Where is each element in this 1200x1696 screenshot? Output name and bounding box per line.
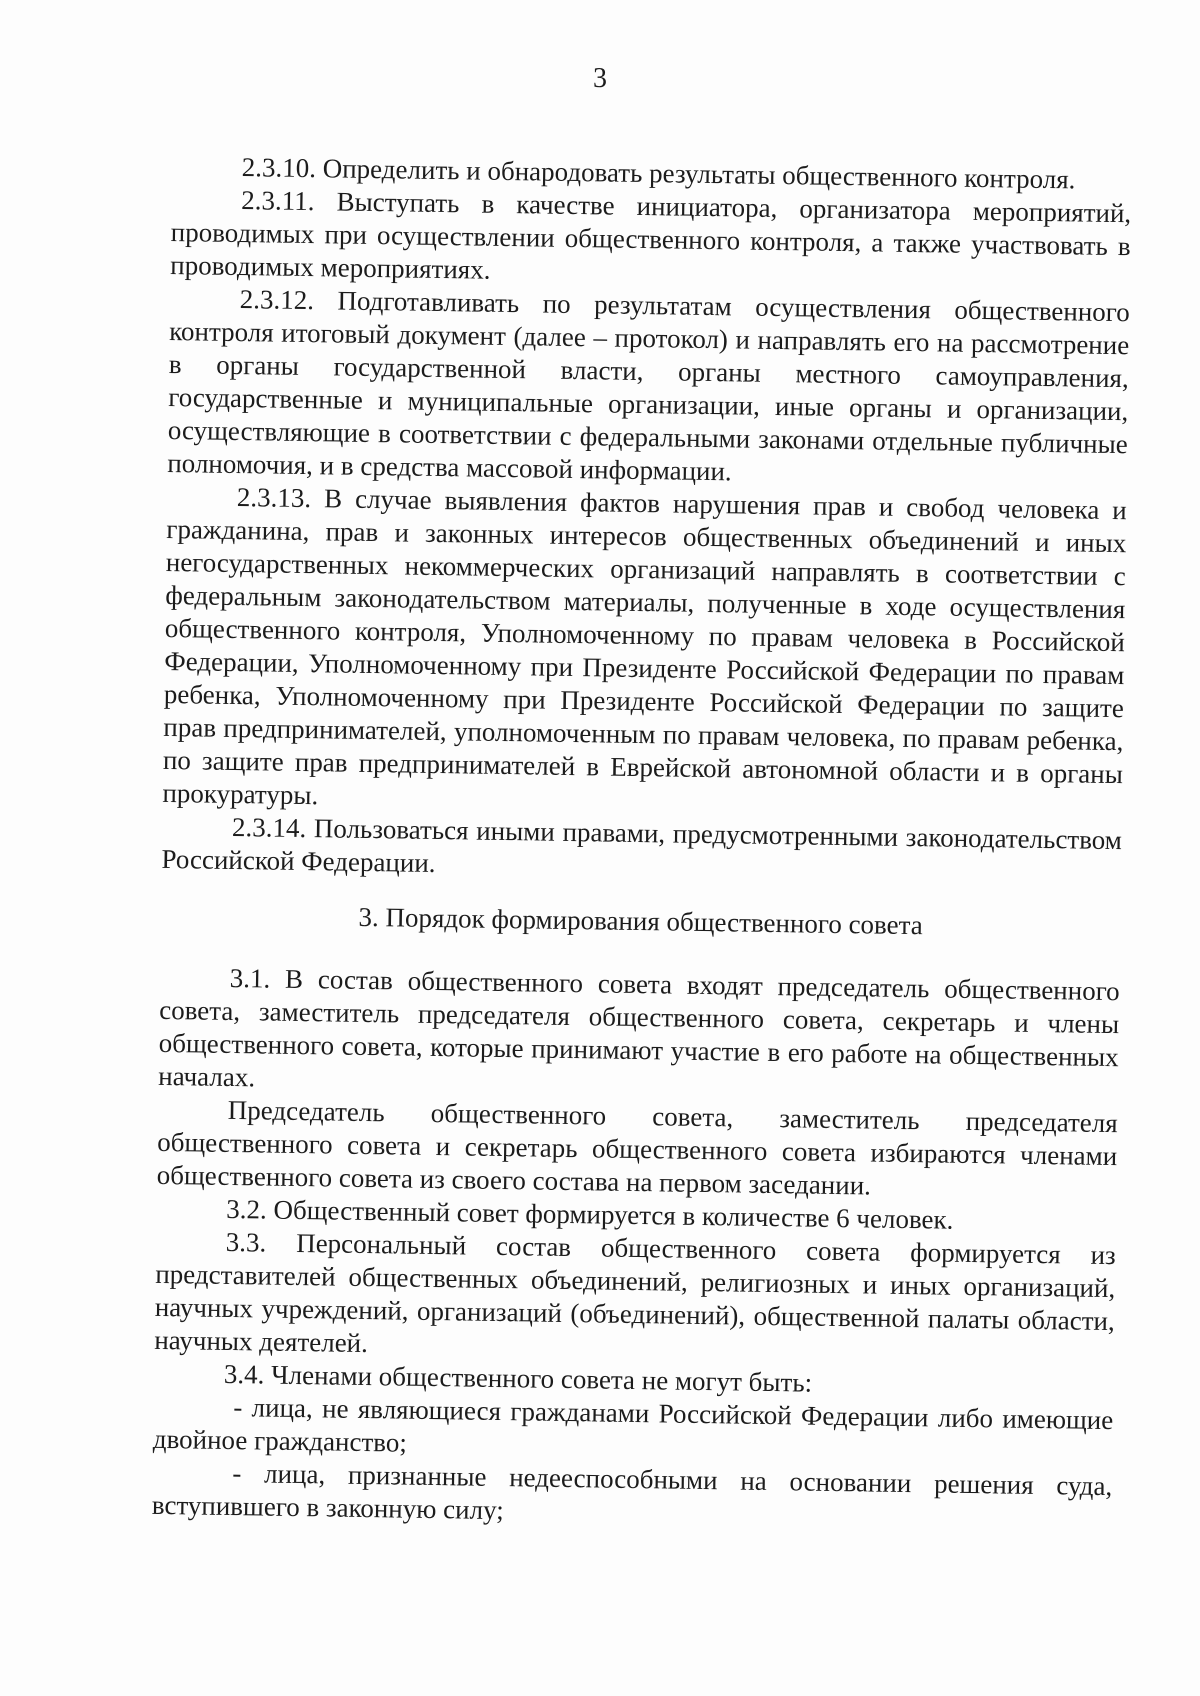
paragraph-3-3: 3.3. Персональный состав общественного совета формируется из представителей общественных объединений, религиозных и иных организаций, научных учреждений, организаций (объединений), общественной палаты области, научных деятелей. bbox=[154, 1226, 1116, 1359]
paragraph-3-4: 3.4. Членами общественного совета не могут быть: bbox=[223, 1358, 813, 1398]
paragraph-2-3-11: 2.3.11. Выступать в качестве инициатора, организатора мероприятий, проводимых при осуществлении общественного контроля, а также участвовать в проводимых мероприятиях. bbox=[170, 185, 1132, 285]
paragraph-2-3-12: 2.3.12. Подготавливать по результатам осуществления общественного контроля итоговый документ (далее – протокол) и направлять его на рассмотрение в органы государственной власти, органы местного самоуправления, государственные и муниципальные организации, иные органы и организации, осуществляющие в соответствии с федеральными законами отдельные публичные полномочия, и в средства массовой информации. bbox=[167, 284, 1130, 487]
paragraph-3-2: 3.2. Общественный совет формируется в количестве 6 человек. bbox=[226, 1193, 954, 1235]
paragraph-chairman: Председатель общественного совета, заместитель председателя общественного совета и секретарь общественного совета избираются членами общественного совета из своего состава на первом заседании. bbox=[156, 1094, 1118, 1201]
list-item-incapacitated: - лица, признанные недееспособными на основании решения суда, вступившего в законную силу; bbox=[151, 1458, 1113, 1526]
paragraph-2-3-14: 2.3.14. Пользоваться иными правами, предусмотренными законодательством Российской Федерации. bbox=[161, 811, 1123, 878]
page-number: 3 bbox=[593, 63, 607, 94]
paragraph-2-3-13: 2.3.13. В случае выявления фактов нарушения прав и свобод человека и гражданина, прав и законных интересов общественных объединений и иных негосударственных некоммерческих организаций направлять в соответствии с федеральным законодательством материалы, полученные в ходе осуществления общественного контроля, Уполномоченному по правам человека в Российской Федерации, Уполномоченному при Президенте Российской Федерации по правам ребенка, Уполномоченному при Президенте Российской Федерации по защите прав предпринимателей, уполномоченным по правам человека, по правам ребенка, по защите прав предпринимателей в Еврейской автономной области и в органы прокуратуры. bbox=[162, 482, 1127, 811]
list-item-non-citizens: - лица, не являющиеся гражданами Российской Федерации либо имеющие двойное гражданство; bbox=[152, 1392, 1114, 1458]
paragraph-2-3-10: 2.3.10. Определить и обнародовать результаты общественного контроля. bbox=[241, 152, 1076, 195]
section-3-heading: 3. Порядок формирования общественного совета bbox=[358, 901, 923, 941]
paragraph-3-1: 3.1. В состав общественного совета входят председатель общественного совета, заместитель председателя общественного совета, секретарь и члены общественного совета, которые принимают участие в его работе на общественных началах. bbox=[158, 962, 1120, 1093]
document-body bbox=[152, 150, 1132, 1536]
